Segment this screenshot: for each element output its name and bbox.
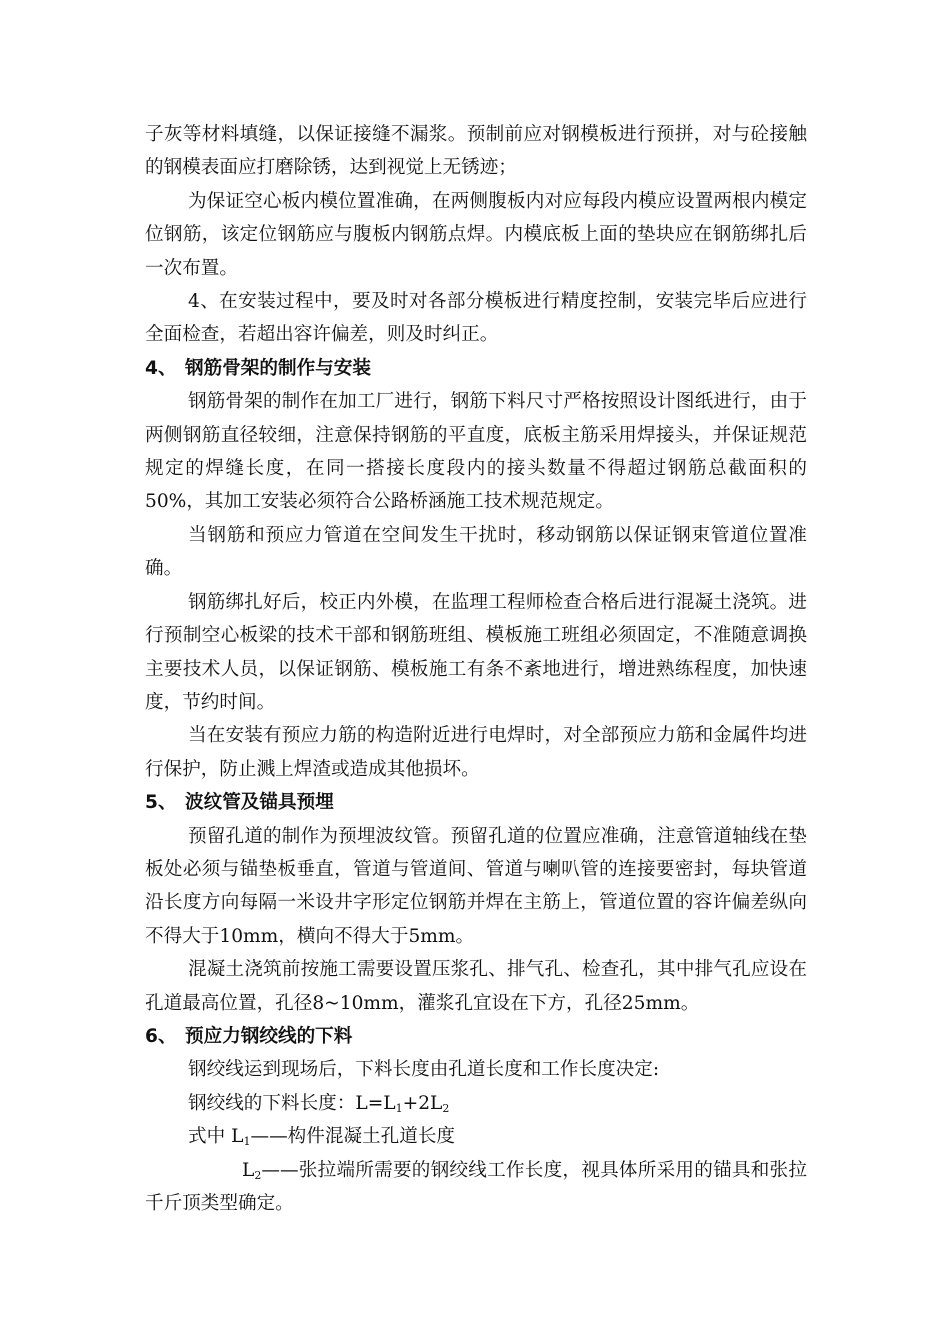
section-number: 4、 (145, 357, 177, 379)
formula-mid: +2L (402, 1092, 443, 1114)
paragraph: 4、在安装过程中，要及时对各部分模板进行精度控制，安装完毕后应进行全面检查，若超出容许偏差，则及时纠正。 (145, 291, 807, 346)
section-heading (145, 786, 807, 819)
paragraph: 钢筋绑扎好后，校正内外模，在监理工程师检查合格后进行混凝土浇筑。进行预制空心板梁的技术干部和钢筋班组、模板施工班组必须固定，不准随意调换主要技术人员，以保证钢筋、模板施工有条不紊地进行，增进熟练程度，加快速度，节约时间。 (145, 591, 807, 713)
paragraph: 钢筋骨架的制作在加工厂进行，钢筋下料尺寸严格按照设计图纸进行，由于两侧钢筋直径较细，注意保持钢筋的平直度，底板主筋采用焊接头，并保证规范规定的焊缝长度，在同一搭接长度段内的接头数量不得超过钢筋总截面积的50%，其加工安装必须符合公路桥涵施工技术规范规定。 (145, 391, 807, 513)
subscript: 2 (254, 1168, 262, 1182)
definition-text: ——张拉端所需要的钢绞线工作长度，视具体所采用的锚具和张拉千斤顶类型确定。 (145, 1159, 807, 1214)
where-line (145, 1154, 807, 1221)
where-line (145, 1120, 807, 1153)
where-prefix: 式中 (188, 1126, 226, 1148)
paragraph: 子灰等材料填缝，以保证接缝不漏浆。预制前应对钢模板进行预拼，对与砼接触的钢模表面应打磨除锈，达到视觉上无锈迹； (145, 124, 807, 179)
section-number: 6、 (145, 1025, 177, 1047)
paragraph: 为保证空心板内模位置准确，在两侧腹板内对应每段内模应设置两根内模定位钢筋，该定位钢筋应与腹板内钢筋点焊。内模底板上面的垫块应在钢筋绑扎后一次布置。 (145, 190, 807, 279)
symbol: L (242, 1159, 255, 1181)
paragraph: 预留孔道的制作为预埋波纹管。预留孔道的位置应准确，注意管道轴线在垫板处必须与锚垫板垂直，管道与管道间、管道与喇叭管的连接要密封，每块管道沿长度方向每隔一米设井字形定位钢筋并焊在主筋上，管道位置的容许偏差纵向不得大于10mm，横向不得大于5mm。 (145, 825, 807, 947)
section-title: 钢筋骨架的制作与安装 (185, 357, 371, 379)
subscript: 1 (395, 1101, 403, 1115)
section-heading (145, 1020, 807, 1053)
subscript: 1 (243, 1135, 251, 1149)
section-number: 5、 (145, 792, 177, 814)
formula-line (145, 1087, 807, 1120)
section-title: 预应力钢绞线的下料 (185, 1025, 353, 1047)
subscript: 2 (442, 1101, 450, 1115)
section-title: 波纹管及锚具预埋 (185, 792, 334, 814)
paragraph: 钢绞线运到现场后，下料长度由孔道长度和工作长度决定: (188, 1059, 660, 1081)
paragraph: 当钢筋和预应力管道在空间发生干扰时，移动钢筋以保证钢束管道位置准确。 (145, 524, 807, 580)
section-heading (145, 352, 807, 385)
formula-lhs: L=L (355, 1092, 396, 1114)
paragraph: 当在安装有预应力筋的构造附近进行电焊时，对全部预应力筋和金属件均进行保护，防止溅上焊渣或造成其他损坏。 (145, 725, 807, 780)
paragraph: 混凝土浇筑前按施工需要设置压浆孔、排气孔、检查孔，其中排气孔应设在孔道最高位置，孔径8~10mm，灌浆孔宜设在下方，孔径25mm。 (145, 959, 807, 1014)
definition-text: ——构件混凝土孔道长度 (250, 1126, 456, 1148)
document-page (145, 118, 807, 1220)
formula-label: 钢绞线的下料长度： (188, 1092, 356, 1114)
symbol: L (231, 1126, 244, 1148)
